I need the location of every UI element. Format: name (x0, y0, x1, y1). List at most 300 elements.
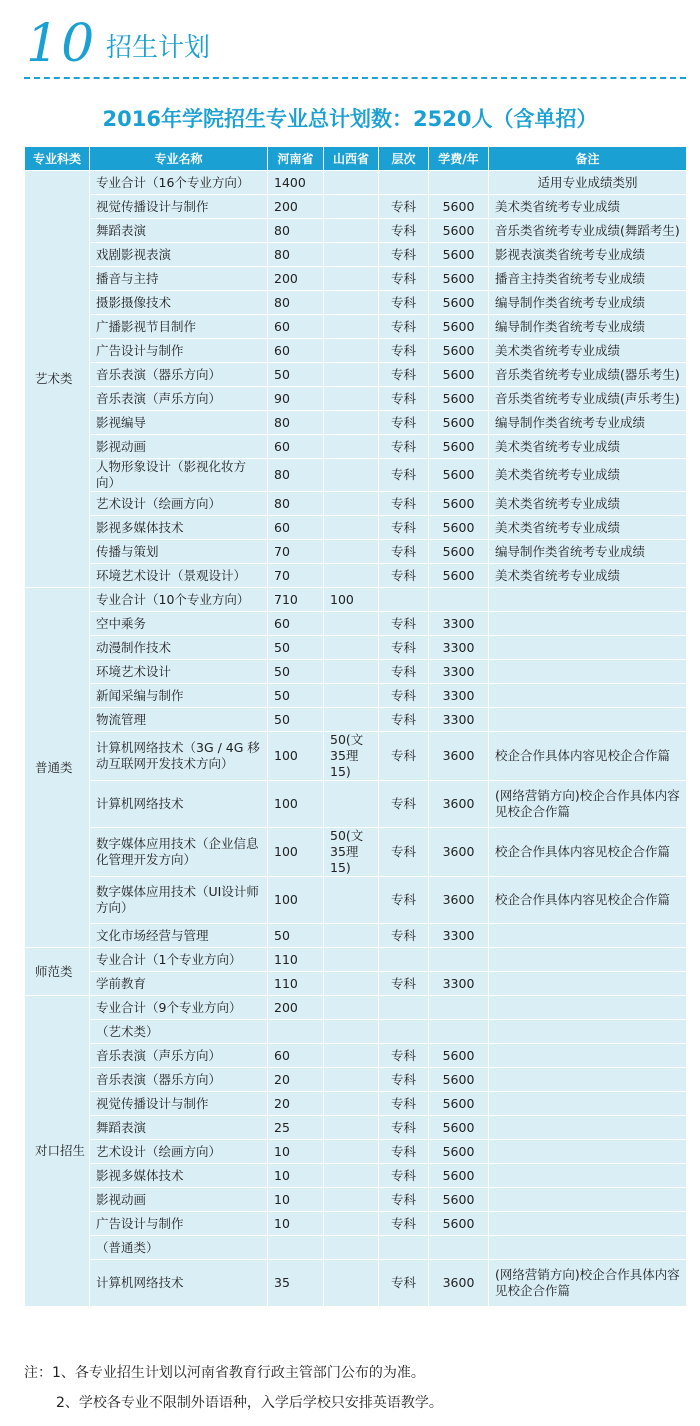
major-name-cell: 计算机网络技术（3G / 4G 移动互联网开发技术方向） (90, 732, 268, 781)
major-name-cell: 学前教育 (90, 972, 268, 996)
category-cell: 对口招生 (25, 996, 90, 1307)
henan-quota-cell: 90 (268, 387, 324, 411)
shanxi-quota-cell (324, 1236, 379, 1260)
fee-cell: 5600 (429, 516, 489, 540)
major-name-cell: 音乐表演（器乐方向） (90, 363, 268, 387)
footnote-1: 注：1、各专业招生计划以河南省教育行政主管部门公布的为准。 (24, 1365, 425, 1381)
note-cell: (网络营销方向)校企合作具体内容见校企合作篇 (489, 781, 687, 828)
shanxi-quota-cell (324, 660, 379, 684)
level-cell: 专科 (379, 924, 429, 948)
major-name-cell: 环境艺术设计 (90, 660, 268, 684)
henan-quota-cell: 80 (268, 219, 324, 243)
fee-cell (429, 588, 489, 612)
level-cell (379, 171, 429, 195)
fee-cell: 5600 (429, 1116, 489, 1140)
column-header: 山西省 (324, 147, 379, 171)
henan-quota-cell: 50 (268, 708, 324, 732)
henan-quota-cell: 80 (268, 291, 324, 315)
shanxi-quota-cell (324, 267, 379, 291)
shanxi-quota-cell (324, 708, 379, 732)
shanxi-quota-cell (324, 315, 379, 339)
major-name-cell: 环境艺术设计（景观设计） (90, 564, 268, 588)
major-name-cell: 专业合计（9个专业方向） (90, 996, 268, 1020)
major-name-cell: 物流管理 (90, 708, 268, 732)
fee-cell (429, 171, 489, 195)
category-cell: 普通类 (25, 588, 90, 948)
henan-quota-cell: 110 (268, 972, 324, 996)
level-cell: 专科 (379, 387, 429, 411)
shanxi-quota-cell (324, 636, 379, 660)
shanxi-quota-cell (324, 219, 379, 243)
note-cell: 美术类省统考专业成绩 (489, 492, 687, 516)
level-cell: 专科 (379, 435, 429, 459)
table-row (25, 708, 687, 732)
table-row (25, 1260, 687, 1307)
note-cell (489, 924, 687, 948)
level-cell: 专科 (379, 564, 429, 588)
table-row (25, 781, 687, 828)
major-name-cell: 文化市场经营与管理 (90, 924, 268, 948)
major-name-cell: 影视多媒体技术 (90, 1164, 268, 1188)
major-name-cell: 戏剧影视表演 (90, 243, 268, 267)
henan-quota-cell: 710 (268, 588, 324, 612)
henan-quota-cell: 50 (268, 684, 324, 708)
level-cell: 专科 (379, 516, 429, 540)
shanxi-quota-cell (324, 411, 379, 435)
fee-cell: 3600 (429, 781, 489, 828)
table-row (25, 411, 687, 435)
table-row (25, 972, 687, 996)
table-row (25, 1092, 687, 1116)
fee-cell: 3600 (429, 877, 489, 924)
major-name-cell: 影视动画 (90, 1188, 268, 1212)
table-row (25, 588, 687, 612)
major-name-cell: 舞蹈表演 (90, 1116, 268, 1140)
henan-quota-cell: 110 (268, 948, 324, 972)
major-name-cell: 舞蹈表演 (90, 219, 268, 243)
table-row (25, 828, 687, 877)
shanxi-quota-cell (324, 1212, 379, 1236)
chapter-title: 招生计划 (106, 33, 211, 63)
level-cell: 专科 (379, 732, 429, 781)
dashed-divider (24, 77, 686, 79)
major-name-cell: 专业合计（10个专业方向） (90, 588, 268, 612)
henan-quota-cell (268, 1236, 324, 1260)
shanxi-quota-cell (324, 924, 379, 948)
level-cell: 专科 (379, 972, 429, 996)
fee-cell (429, 948, 489, 972)
table-row (25, 660, 687, 684)
major-name-cell: 广告设计与制作 (90, 339, 268, 363)
level-cell: 专科 (379, 411, 429, 435)
shanxi-quota-cell (324, 684, 379, 708)
shanxi-quota-cell (324, 1260, 379, 1307)
henan-quota-cell: 200 (268, 195, 324, 219)
fee-cell: 5600 (429, 267, 489, 291)
enrollment-plan-table (24, 146, 687, 1307)
shanxi-quota-cell (324, 363, 379, 387)
major-name-cell: 广告设计与制作 (90, 1212, 268, 1236)
column-header: 层次 (379, 147, 429, 171)
level-cell (379, 996, 429, 1020)
major-name-cell: 音乐表演（声乐方向） (90, 1044, 268, 1068)
table-row (25, 1188, 687, 1212)
note-cell: 影视表演类省统考专业成绩 (489, 243, 687, 267)
column-header: 河南省 (268, 147, 324, 171)
henan-quota-cell: 60 (268, 435, 324, 459)
note-cell: 适用专业成绩类别 (489, 171, 687, 195)
note-cell (489, 1116, 687, 1140)
note-cell (489, 996, 687, 1020)
fee-cell: 5600 (429, 195, 489, 219)
level-cell: 专科 (379, 708, 429, 732)
note-cell: 编导制作类省统考专业成绩 (489, 291, 687, 315)
level-cell (379, 1236, 429, 1260)
fee-cell: 3300 (429, 972, 489, 996)
fee-cell: 3600 (429, 828, 489, 877)
level-cell: 专科 (379, 660, 429, 684)
henan-quota-cell: 20 (268, 1092, 324, 1116)
major-name-cell: 计算机网络技术 (90, 781, 268, 828)
note-cell (489, 1092, 687, 1116)
level-cell: 专科 (379, 877, 429, 924)
note-cell (489, 588, 687, 612)
table-row (25, 492, 687, 516)
table-row (25, 387, 687, 411)
fee-cell: 5600 (429, 540, 489, 564)
level-cell: 专科 (379, 1212, 429, 1236)
major-name-cell: 影视编导 (90, 411, 268, 435)
table-row (25, 1140, 687, 1164)
table-row (25, 996, 687, 1020)
table-row (25, 1020, 687, 1044)
henan-quota-cell: 10 (268, 1164, 324, 1188)
table-row (25, 684, 687, 708)
table-row (25, 195, 687, 219)
henan-quota-cell: 60 (268, 516, 324, 540)
major-name-cell: 空中乘务 (90, 612, 268, 636)
table-row (25, 540, 687, 564)
level-cell: 专科 (379, 1164, 429, 1188)
shanxi-quota-cell (324, 291, 379, 315)
henan-quota-cell: 50 (268, 363, 324, 387)
level-cell: 专科 (379, 828, 429, 877)
table-row (25, 1164, 687, 1188)
fee-cell: 5600 (429, 315, 489, 339)
note-cell: 校企合作具体内容见校企合作篇 (489, 828, 687, 877)
fee-cell: 3300 (429, 684, 489, 708)
fee-cell: 5600 (429, 1188, 489, 1212)
fee-cell: 3300 (429, 636, 489, 660)
category-cell: 师范类 (25, 948, 90, 996)
shanxi-quota-cell (324, 1068, 379, 1092)
major-name-cell: 音乐表演（器乐方向） (90, 1068, 268, 1092)
shanxi-quota-cell (324, 564, 379, 588)
henan-quota-cell: 50 (268, 924, 324, 948)
level-cell: 专科 (379, 315, 429, 339)
fee-cell: 5600 (429, 1044, 489, 1068)
henan-quota-cell: 60 (268, 339, 324, 363)
note-cell: (网络营销方向)校企合作具体内容见校企合作篇 (489, 1260, 687, 1307)
fee-cell: 3600 (429, 732, 489, 781)
major-name-cell: 艺术设计（绘画方向） (90, 492, 268, 516)
note-cell: 美术类省统考专业成绩 (489, 339, 687, 363)
note-cell (489, 660, 687, 684)
fee-cell: 5600 (429, 435, 489, 459)
major-name-cell: 计算机网络技术 (90, 1260, 268, 1307)
fee-cell (429, 1020, 489, 1044)
henan-quota-cell: 80 (268, 459, 324, 492)
major-name-cell: 视觉传播设计与制作 (90, 195, 268, 219)
table-row (25, 315, 687, 339)
note-cell: 美术类省统考专业成绩 (489, 195, 687, 219)
shanxi-quota-cell (324, 612, 379, 636)
level-cell: 专科 (379, 1068, 429, 1092)
level-cell: 专科 (379, 492, 429, 516)
major-name-cell: 播音与主持 (90, 267, 268, 291)
note-cell: 音乐类省统考专业成绩(声乐考生) (489, 387, 687, 411)
henan-quota-cell: 60 (268, 315, 324, 339)
shanxi-quota-cell (324, 972, 379, 996)
note-cell (489, 1212, 687, 1236)
note-cell (489, 1044, 687, 1068)
note-cell: 编导制作类省统考专业成绩 (489, 315, 687, 339)
major-name-cell: 专业合计（1个专业方向） (90, 948, 268, 972)
henan-quota-cell: 100 (268, 781, 324, 828)
column-header: 专业名称 (90, 147, 268, 171)
shanxi-quota-cell: 50(文35理15) (324, 732, 379, 781)
fee-cell: 5600 (429, 219, 489, 243)
table-row (25, 877, 687, 924)
footnotes (24, 1358, 694, 1418)
fee-cell: 5600 (429, 291, 489, 315)
level-cell (379, 948, 429, 972)
shanxi-quota-cell (324, 195, 379, 219)
table-row (25, 1212, 687, 1236)
fee-cell: 5600 (429, 363, 489, 387)
note-cell: 音乐类省统考专业成绩(器乐考生) (489, 363, 687, 387)
henan-quota-cell: 70 (268, 540, 324, 564)
note-cell (489, 1020, 687, 1044)
level-cell: 专科 (379, 339, 429, 363)
shanxi-quota-cell (324, 1164, 379, 1188)
table-row (25, 267, 687, 291)
henan-quota-cell: 80 (268, 243, 324, 267)
level-cell: 专科 (379, 363, 429, 387)
major-name-cell: 影视多媒体技术 (90, 516, 268, 540)
shanxi-quota-cell (324, 171, 379, 195)
fee-cell: 5600 (429, 492, 489, 516)
level-cell: 专科 (379, 540, 429, 564)
henan-quota-cell: 100 (268, 877, 324, 924)
level-cell (379, 1020, 429, 1044)
henan-quota-cell: 100 (268, 828, 324, 877)
note-cell (489, 948, 687, 972)
henan-quota-cell: 50 (268, 660, 324, 684)
table-row (25, 948, 687, 972)
level-cell: 专科 (379, 684, 429, 708)
table-row (25, 732, 687, 781)
table-row (25, 564, 687, 588)
shanxi-quota-cell (324, 1044, 379, 1068)
note-cell (489, 612, 687, 636)
note-cell (489, 1164, 687, 1188)
major-name-cell: 视觉传播设计与制作 (90, 1092, 268, 1116)
note-cell: 美术类省统考专业成绩 (489, 435, 687, 459)
henan-quota-cell: 200 (268, 267, 324, 291)
note-cell (489, 972, 687, 996)
shanxi-quota-cell: 100 (324, 588, 379, 612)
shanxi-quota-cell (324, 1092, 379, 1116)
shanxi-quota-cell (324, 492, 379, 516)
note-cell (489, 708, 687, 732)
level-cell: 专科 (379, 267, 429, 291)
fee-cell: 3300 (429, 924, 489, 948)
major-name-cell: 广播影视节目制作 (90, 315, 268, 339)
henan-quota-cell: 50 (268, 636, 324, 660)
henan-quota-cell: 60 (268, 612, 324, 636)
major-name-cell: 摄影摄像技术 (90, 291, 268, 315)
fee-cell: 5600 (429, 1092, 489, 1116)
shanxi-quota-cell (324, 1140, 379, 1164)
fee-cell: 5600 (429, 339, 489, 363)
level-cell: 专科 (379, 636, 429, 660)
level-cell: 专科 (379, 1188, 429, 1212)
henan-quota-cell: 25 (268, 1116, 324, 1140)
column-header: 专业科类 (25, 147, 90, 171)
henan-quota-cell: 70 (268, 564, 324, 588)
henan-quota-cell: 10 (268, 1140, 324, 1164)
note-cell: 美术类省统考专业成绩 (489, 459, 687, 492)
fee-cell: 3300 (429, 708, 489, 732)
note-cell: 编导制作类省统考专业成绩 (489, 540, 687, 564)
table-header-row (25, 147, 687, 171)
column-header: 学费/年 (429, 147, 489, 171)
henan-quota-cell: 20 (268, 1068, 324, 1092)
henan-quota-cell: 60 (268, 1044, 324, 1068)
category-cell: 艺术类 (25, 171, 90, 588)
shanxi-quota-cell: 50(文35理15) (324, 828, 379, 877)
table-row (25, 243, 687, 267)
table-row (25, 1236, 687, 1260)
henan-quota-cell: 200 (268, 996, 324, 1020)
column-header: 备注 (489, 147, 687, 171)
fee-cell (429, 996, 489, 1020)
level-cell: 专科 (379, 612, 429, 636)
henan-quota-cell (268, 1020, 324, 1044)
note-cell (489, 1236, 687, 1260)
table-body (25, 171, 687, 1307)
shanxi-quota-cell (324, 1020, 379, 1044)
shanxi-quota-cell (324, 540, 379, 564)
table-row (25, 459, 687, 492)
shanxi-quota-cell (324, 243, 379, 267)
henan-quota-cell: 35 (268, 1260, 324, 1307)
table-row (25, 612, 687, 636)
table-row (25, 1116, 687, 1140)
table-row (25, 924, 687, 948)
shanxi-quota-cell (324, 1116, 379, 1140)
level-cell: 专科 (379, 219, 429, 243)
major-name-cell: 数字媒体应用技术（UI设计师方向） (90, 877, 268, 924)
note-cell (489, 636, 687, 660)
fee-cell: 3300 (429, 660, 489, 684)
major-name-cell: 影视动画 (90, 435, 268, 459)
level-cell: 专科 (379, 243, 429, 267)
henan-quota-cell: 80 (268, 492, 324, 516)
level-cell: 专科 (379, 459, 429, 492)
major-name-cell: （艺术类） (90, 1020, 268, 1044)
fee-cell: 5600 (429, 243, 489, 267)
level-cell: 专科 (379, 1044, 429, 1068)
henan-quota-cell: 100 (268, 732, 324, 781)
fee-cell: 5600 (429, 459, 489, 492)
shanxi-quota-cell (324, 877, 379, 924)
shanxi-quota-cell (324, 781, 379, 828)
shanxi-quota-cell (324, 339, 379, 363)
fee-cell: 3300 (429, 612, 489, 636)
shanxi-quota-cell (324, 459, 379, 492)
fee-cell: 5600 (429, 1212, 489, 1236)
level-cell: 专科 (379, 195, 429, 219)
fee-cell: 5600 (429, 1140, 489, 1164)
note-cell: 编导制作类省统考专业成绩 (489, 411, 687, 435)
footnote-2: 2、学校各专业不限制外语语种，入学后学校只安排英语教学。 (56, 1395, 443, 1411)
level-cell (379, 588, 429, 612)
henan-quota-cell: 1400 (268, 171, 324, 195)
table-row (25, 339, 687, 363)
level-cell: 专科 (379, 781, 429, 828)
major-name-cell: 传播与策划 (90, 540, 268, 564)
major-name-cell: 艺术设计（绘画方向） (90, 1140, 268, 1164)
note-cell (489, 1140, 687, 1164)
major-name-cell: 人物形象设计（影视化妆方向） (90, 459, 268, 492)
table-row (25, 636, 687, 660)
fee-cell: 5600 (429, 564, 489, 588)
fee-cell (429, 1236, 489, 1260)
page-title: 2016年学院招生专业总计划数：2520人（含单招） (102, 107, 598, 131)
henan-quota-cell: 10 (268, 1188, 324, 1212)
major-name-cell: 音乐表演（声乐方向） (90, 387, 268, 411)
level-cell: 专科 (379, 291, 429, 315)
level-cell: 专科 (379, 1140, 429, 1164)
table-row (25, 363, 687, 387)
note-cell: 音乐类省统考专业成绩(舞蹈考生) (489, 219, 687, 243)
major-name-cell: 数字媒体应用技术（企业信息化管理开发方向） (90, 828, 268, 877)
fee-cell: 5600 (429, 1164, 489, 1188)
note-cell (489, 1068, 687, 1092)
table-row (25, 219, 687, 243)
shanxi-quota-cell (324, 435, 379, 459)
shanxi-quota-cell (324, 948, 379, 972)
shanxi-quota-cell (324, 1188, 379, 1212)
fee-cell: 3600 (429, 1260, 489, 1307)
major-name-cell: 专业合计（16个专业方向） (90, 171, 268, 195)
table-row (25, 171, 687, 195)
fee-cell: 5600 (429, 411, 489, 435)
chapter-number: 10 (26, 14, 97, 74)
henan-quota-cell: 80 (268, 411, 324, 435)
note-cell: 校企合作具体内容见校企合作篇 (489, 877, 687, 924)
major-name-cell: （普通类） (90, 1236, 268, 1260)
note-cell: 美术类省统考专业成绩 (489, 516, 687, 540)
shanxi-quota-cell (324, 516, 379, 540)
level-cell: 专科 (379, 1260, 429, 1307)
table-row (25, 435, 687, 459)
table-row (25, 291, 687, 315)
table-row (25, 516, 687, 540)
note-cell: 校企合作具体内容见校企合作篇 (489, 732, 687, 781)
